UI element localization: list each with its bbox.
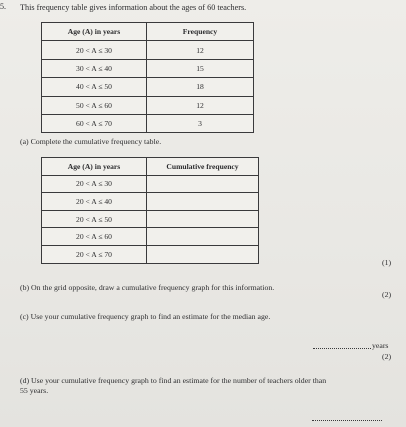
age-cell: 20 < A ≤ 50 xyxy=(42,210,147,228)
age-cell: 20 < A ≤ 30 xyxy=(42,41,147,59)
cumulative-frequency-input[interactable] xyxy=(147,210,259,228)
frequency-cell: 15 xyxy=(147,59,254,77)
table-row xyxy=(42,245,259,263)
age-cell: 20 < A ≤ 30 xyxy=(42,175,147,193)
frequency-cell: 18 xyxy=(147,78,254,96)
part-b-text: (b) On the grid opposite, draw a cumulative frequency graph for this information. xyxy=(20,283,275,292)
part-a-text: (a) Complete the cumulative frequency table. xyxy=(20,137,162,146)
table-row xyxy=(42,210,259,228)
table-row xyxy=(42,78,254,96)
part-c-unit: years xyxy=(372,341,389,350)
table-row xyxy=(42,193,259,211)
age-cell: 20 < A ≤ 60 xyxy=(42,228,147,246)
frequency-cell: 12 xyxy=(147,41,254,59)
table-row xyxy=(42,96,254,114)
column-header: Frequency xyxy=(147,23,254,41)
table-row xyxy=(42,114,254,132)
question-number: 5. xyxy=(0,2,6,11)
part-d-text-line2: 55 years. xyxy=(20,386,49,395)
table-row xyxy=(42,175,259,193)
part-c-answer-line[interactable] xyxy=(313,348,371,349)
cumulative-frequency-input[interactable] xyxy=(147,228,259,246)
cumulative-frequency-input[interactable] xyxy=(147,175,259,193)
question-intro: This frequency table gives information about the ages of 60 teachers. xyxy=(20,3,247,12)
part-b-marks: (2) xyxy=(382,290,392,299)
part-d-text-line1: (d) Use your cumulative frequency graph to find an estimate for the number of teachers older than xyxy=(20,376,327,385)
age-cell: 30 < A ≤ 40 xyxy=(42,59,147,77)
frequency-table xyxy=(41,22,254,133)
cumulative-frequency-table xyxy=(41,157,259,264)
table-row xyxy=(42,59,254,77)
age-cell: 40 < A ≤ 50 xyxy=(42,78,147,96)
age-cell: 50 < A ≤ 60 xyxy=(42,96,147,114)
column-header: Age (A) in years xyxy=(42,158,147,176)
age-cell: 20 < A ≤ 70 xyxy=(42,245,147,263)
table-row xyxy=(42,41,254,59)
cumulative-frequency-input[interactable] xyxy=(147,245,259,263)
cumulative-frequency-input[interactable] xyxy=(147,193,259,211)
part-a-marks: (1) xyxy=(382,258,392,267)
part-c-marks: (2) xyxy=(382,352,392,361)
frequency-cell: 3 xyxy=(147,114,254,132)
age-cell: 60 < A ≤ 70 xyxy=(42,114,147,132)
column-header: Age (A) in years xyxy=(42,23,147,41)
table-row xyxy=(42,228,259,246)
frequency-cell: 12 xyxy=(147,96,254,114)
part-c-text: (c) Use your cumulative frequency graph to find an estimate for the median age. xyxy=(20,312,271,321)
age-cell: 20 < A ≤ 40 xyxy=(42,193,147,211)
column-header: Cumulative frequency xyxy=(147,158,259,176)
table-header-row xyxy=(42,158,259,176)
part-d-answer-line[interactable] xyxy=(312,420,382,421)
table-header-row xyxy=(42,23,254,41)
